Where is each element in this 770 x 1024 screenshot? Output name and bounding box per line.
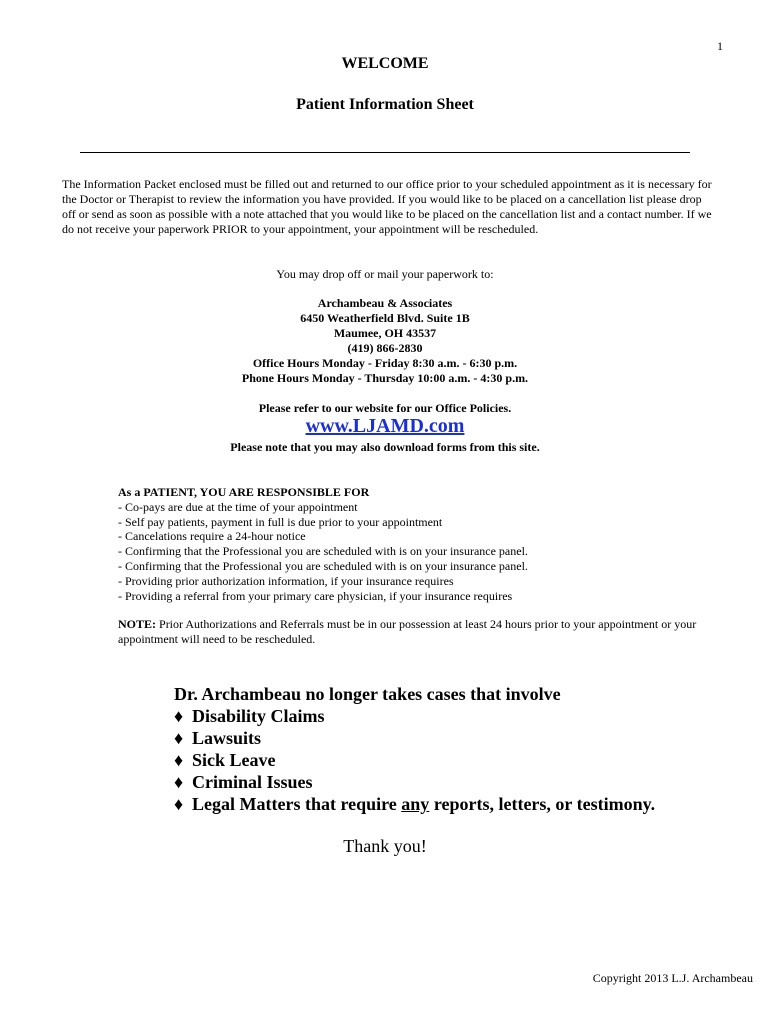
website-reference: Please refer to our website for our Office Policies.: [258, 401, 512, 415]
responsibility-item: - Confirming that the Professional you are scheduled with is on your insurance panel.: [118, 544, 528, 559]
website-url[interactable]: www.LJAMD.com: [305, 415, 465, 437]
diamond-bullet-icon: ♦: [174, 728, 184, 748]
website-link: [0, 415, 770, 438]
responsibility-item: - Self pay patients, payment in full is due prior to your appointment: [118, 514, 443, 529]
note-paragraph: [118, 617, 708, 647]
responsibility-item: - Co-pays are due at the time of your appointment: [118, 499, 358, 514]
dropoff-instruction: You may drop off or mail your paperwork to:: [276, 267, 494, 281]
phone-hours: Phone Hours Monday - Thursday 10:00 a.m. - 4:30 p.m.: [241, 371, 529, 385]
excluded-case-item: ♦ Disability Claims: [174, 706, 325, 726]
intro-paragraph: The Information Packet enclosed must be filled out and returned to our office prior to your scheduled appointment as it is necessary for the Doctor or Therapist to review the information you have provided. If you would like to be placed on a cancellation list please drop off or send as soon as possible with a note attached that you would like to be placed on the cancellation list and a contact number. If we do not receive your paperwork PRIOR to your appointment, your appointment will be rescheduled.: [62, 177, 712, 236]
street-address: 6450 Weatherfield Blvd. Suite 1B: [300, 311, 470, 325]
excluded-case-item: ♦ Lawsuits: [174, 728, 262, 748]
diamond-bullet-icon: ♦: [174, 750, 184, 770]
responsibility-item: - Confirming that the Professional you are scheduled with is on your insurance panel.: [118, 558, 528, 573]
address-block: [0, 296, 770, 386]
city-state-zip: Maumee, OH 43537: [333, 326, 437, 340]
horizontal-divider: [80, 152, 690, 153]
excluded-case-item: ♦ Criminal Issues: [174, 772, 313, 792]
page-number: 1: [717, 39, 723, 53]
copyright-notice: Copyright 2013 L.J. Archambeau: [592, 971, 753, 985]
diamond-bullet-icon: ♦: [174, 706, 184, 726]
responsibilities-section: [118, 485, 718, 603]
practice-name: Archambeau & Associates: [317, 296, 453, 310]
page-title: Patient Information Sheet: [296, 96, 474, 113]
responsibilities-heading: As a PATIENT, YOU ARE RESPONSIBLE FOR: [118, 485, 370, 499]
note-label: NOTE:: [118, 617, 157, 631]
welcome-heading: WELCOME: [341, 55, 429, 72]
phone-number: (419) 866-2830: [347, 341, 423, 355]
responsibility-item: - Providing a referral from your primary care physician, if your insurance requires: [118, 588, 513, 603]
excluded-cases-section: [174, 683, 734, 815]
note-text: Prior Authorizations and Referrals must be in our possession at least 24 hours prior to your appointment or your appointment will need to be rescheduled.: [118, 617, 697, 646]
responsibility-item: - Cancelations require a 24-hour notice: [118, 529, 306, 544]
thank-you-text: Thank you!: [343, 836, 427, 856]
responsibility-item: - Providing prior authorization information, if your insurance requires: [118, 573, 454, 588]
emphasis-any: any: [401, 794, 430, 814]
diamond-bullet-icon: ♦: [174, 772, 184, 792]
excluded-case-item: ♦ Sick Leave: [174, 750, 276, 770]
excluded-cases-heading: Dr. Archambeau no longer takes cases that involve: [174, 684, 561, 704]
excluded-case-item: ♦ Legal Matters that require any reports, letters, or testimony.: [174, 794, 656, 814]
office-hours: Office Hours Monday - Friday 8:30 a.m. - 6:30 p.m.: [252, 356, 518, 370]
diamond-bullet-icon: ♦: [174, 794, 184, 814]
download-note: Please note that you may also download forms from this site.: [230, 440, 540, 454]
